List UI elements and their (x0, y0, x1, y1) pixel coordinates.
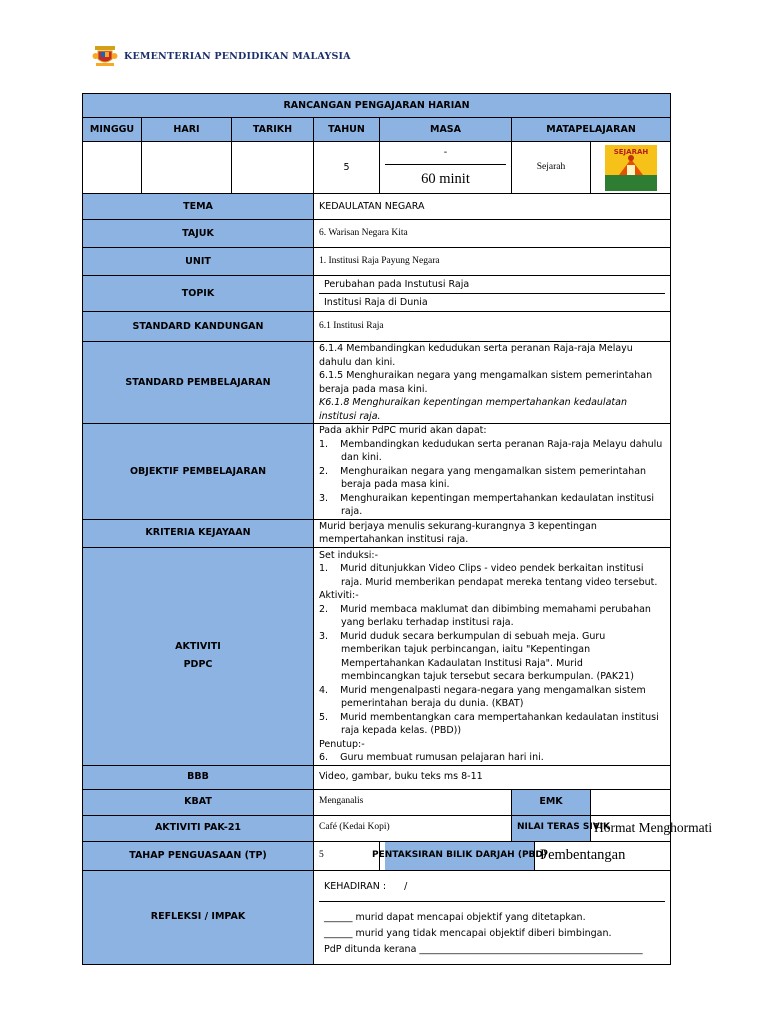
col-matapelajaran: MATAPELAJARAN (512, 118, 671, 142)
topik-line-1: Perubahan pada Instutusi Raja (319, 276, 665, 294)
aktiviti-item-1: 1. Murid ditunjukkan Video Clips - video pendek berkaitan institusi raja. Murid memberikan pendapat mereka tentang video tersebut. (319, 563, 658, 588)
topik-line-2: Institusi Raja di Dunia (324, 297, 428, 308)
label-unit: UNIT (83, 248, 314, 276)
label-emk: EMK (512, 789, 591, 815)
bbb-value: Video, gambar, buku teks ms 8-11 (314, 765, 671, 789)
kriteria-value: Murid berjaya menulis sekurang-kurangnya 3 kepentingan mempertahankan institusi raja. (314, 519, 671, 547)
label-pak21: AKTIVITI PAK-21 (83, 815, 314, 841)
sp-line-2: 6.1.5 Menghuraikan negara yang mengamalkan sistem pemerintahan beraja pada masa kini. (319, 370, 653, 395)
minggu-value (83, 142, 142, 194)
label-topik: TOPIK (83, 276, 314, 312)
tajuk-value: 6. Warisan Negara Kita (314, 220, 671, 248)
label-aktiviti (83, 547, 314, 765)
label-tajuk: TAJUK (83, 220, 314, 248)
objektif-item-1: 1. Membandingkan kedudukan serta peranan Raja-raja Melayu dahulu dan kini. (319, 438, 663, 463)
label-standard-pembelajaran: STANDARD PEMBELAJARAN (83, 342, 314, 424)
aktiviti-item-4: 4. Murid mengenalpasti negara-negara yang mengamalkan sistem pemerintahan beraja du dunia. (KBAT) (319, 684, 646, 709)
book-cell (591, 142, 671, 194)
label-refleksi: REFLEKSI / IMPAK (83, 870, 314, 964)
tema-value: KEDAULATAN NEGARA (314, 194, 671, 220)
refleksi-line-3: PdP ditunda kerana _______________________________________________ (324, 944, 643, 955)
col-minggu: MINGGU (83, 118, 142, 142)
objektif-item-2: 2. Menghuraikan negara yang mengamalkan sistem pemerintahan beraja pada masa kini. (319, 465, 647, 490)
refleksi-cell (314, 870, 671, 964)
kehadiran-line: KEHADIRAN : / (319, 876, 665, 902)
label-pbd: PENTAKSIRAN BILIK DARJAH (PBD) (385, 842, 535, 870)
label-objektif: OBJEKTIF PEMBELAJARAN (83, 424, 314, 520)
masa-bottom: 60 minit (421, 171, 470, 187)
col-tarikh: TARIKH (232, 118, 314, 142)
nilai-teras-sivik-value: Hormat Menghormati (591, 815, 671, 841)
label-bbb: BBB (83, 765, 314, 789)
subject-value: Sejarah (512, 142, 591, 194)
unit-value: 1. Institusi Raja Payung Negara (314, 248, 671, 276)
lesson-plan-table (82, 93, 713, 965)
pbd-cell (372, 841, 671, 870)
ministry-header (92, 42, 351, 70)
crest-icon (92, 43, 118, 69)
standard-pembelajaran-cell (314, 342, 671, 424)
tahap-value: 5 (314, 841, 380, 870)
masa-cell (380, 142, 512, 194)
aktiviti-label: Aktiviti:- (319, 590, 359, 601)
refleksi-line-2: ______ murid yang tidak mencapai objektif diberi bimbingan. (324, 928, 612, 939)
ministry-name: KEMENTERIAN PENDIDIKAN MALAYSIA (124, 50, 351, 62)
aktiviti-cell (314, 547, 671, 765)
refleksi-line-1: ______ murid dapat mencapai objektif yang ditetapkan. (324, 912, 586, 923)
table-title: RANCANGAN PENGAJARAN HARIAN (83, 94, 671, 118)
col-masa: MASA (380, 118, 512, 142)
aktiviti-item-2: 2. Murid membaca maklumat dan dibimbing memahami perubahan yang berlaku terhadap institusi raja. (319, 603, 651, 628)
label-standard-kandungan: STANDARD KANDUNGAN (83, 312, 314, 342)
emk-value (591, 789, 671, 815)
aktiviti-label-2: PDPC (183, 659, 213, 670)
label-tahap: TAHAP PENGUASAAN (TP) (83, 841, 314, 870)
label-tema: TEMA (83, 194, 314, 220)
objektif-item-3: 3. Menghuraikan kepentingan mempertahankan kedaulatan institusi raja. (319, 492, 655, 517)
aktiviti-item-3: 3. Murid duduk secara berkumpulan di sebuah meja. Guru memberikan tajuk perbincangan, iaitu "Kepentingan Mempertahankan Kadaulatan Institusi Raja". Murid membincangkan tajuk tersebut secara berkumpulan. (PAK21) (319, 630, 634, 682)
sp-line-3: K6.1.8 Menghuraikan kepentingan mempertahankan kedaulatan institusi raja. (319, 397, 627, 422)
pak21-value: Café (Kedai Kopi) (314, 815, 512, 841)
aktiviti-label-1: AKTIVITI (175, 641, 221, 652)
kbat-value: Menganalis (314, 789, 512, 815)
tahun-value: 5 (314, 142, 380, 194)
textbook-cover-icon (605, 145, 657, 191)
standard-kandungan-value: 6.1 Institusi Raja (314, 312, 671, 342)
col-hari: HARI (142, 118, 232, 142)
set-induksi-label: Set induksi:- (319, 549, 379, 561)
topik-cell (314, 276, 671, 312)
masa-top: - (385, 142, 506, 165)
label-kriteria: KRITERIA KEJAYAAN (83, 519, 314, 547)
tarikh-value (232, 142, 314, 194)
hari-value (142, 142, 232, 194)
sp-line-1: 6.1.4 Membandingkan kedudukan serta peranan Raja-raja Melayu dahulu dan kini. (319, 343, 633, 368)
col-tahun: TAHUN (314, 118, 380, 142)
penutup-label: Penutup:- (319, 738, 365, 750)
aktiviti-item-5: 5. Murid membentangkan cara mempertahankan kedaulatan institusi raja kepada kelas. (PBD)) (319, 711, 659, 736)
label-kbat: KBAT (83, 789, 314, 815)
book-title-text: SEJARAH (613, 147, 648, 156)
objektif-intro: Pada akhir PdPC murid akan dapat: (319, 425, 487, 436)
pbd-value: Pembentangan (540, 846, 626, 863)
aktiviti-item-6: 6. Guru membuat rumusan pelajaran hari ini. (319, 752, 544, 763)
label-nilai-teras-sivik: NILAI TERAS SIVIK (512, 815, 591, 841)
objektif-cell (314, 424, 671, 520)
